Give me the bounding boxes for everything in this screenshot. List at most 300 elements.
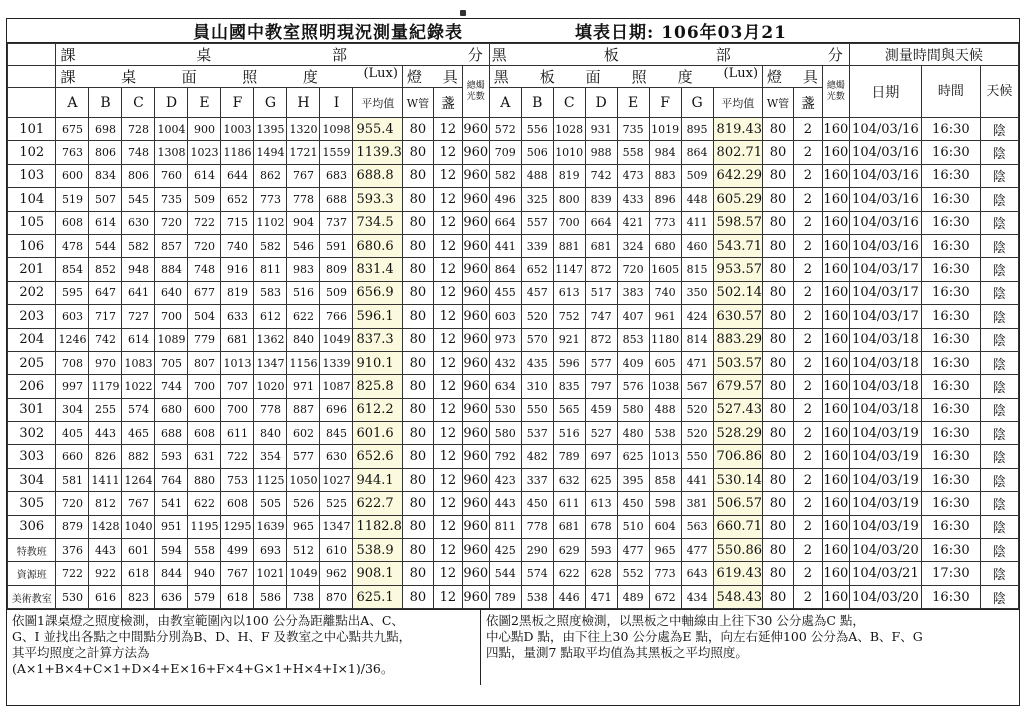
desk-lux-cell: 748 bbox=[122, 141, 155, 164]
desk-count-cell: 12 bbox=[433, 188, 462, 211]
desk-lux-cell: 1089 bbox=[155, 328, 188, 351]
desk-lux-cell: 1186 bbox=[221, 141, 254, 164]
date-cell: 104/03/18 bbox=[849, 351, 921, 374]
board-count-cell: 2 bbox=[793, 234, 822, 257]
board-avg-cell: 619.43 bbox=[713, 562, 763, 585]
desk-lux-cell: 870 bbox=[320, 585, 353, 608]
desk-lux-cell: 577 bbox=[287, 445, 320, 468]
room-cell: 305 bbox=[8, 492, 56, 515]
time-cell: 16:30 bbox=[922, 398, 981, 421]
board-lux-cell: 603 bbox=[489, 305, 521, 328]
table-row bbox=[8, 539, 1019, 562]
board-count-cell: 2 bbox=[793, 375, 822, 398]
desk-lux-cell: 983 bbox=[287, 258, 320, 281]
desk-count-cell: 12 bbox=[433, 585, 462, 608]
date-cell: 104/03/16 bbox=[849, 188, 921, 211]
time-header: 時間 bbox=[922, 66, 981, 118]
desk-avg-cell: 652.6 bbox=[353, 445, 403, 468]
board-surface-header: 黑 板 面 照 度 (Lux) bbox=[489, 66, 762, 88]
desk-lux-cell: 509 bbox=[320, 281, 353, 304]
board-lux-cell: 858 bbox=[649, 468, 681, 491]
board-avg-cell: 528.29 bbox=[713, 422, 763, 445]
desk-watt-cell: 80 bbox=[402, 281, 433, 304]
board-lux-cell: 557 bbox=[521, 211, 553, 234]
board-avg-cell: 550.86 bbox=[713, 539, 763, 562]
weather-cell: 陰 bbox=[980, 539, 1018, 562]
desk-lux-cell: 688 bbox=[155, 422, 188, 445]
desk-lux-cell: 948 bbox=[122, 258, 155, 281]
board-avg-cell: 679.57 bbox=[713, 375, 763, 398]
desk-lux-cell: 636 bbox=[155, 585, 188, 608]
desk-total-cell: 960 bbox=[462, 281, 489, 304]
desk-lux-cell: 845 bbox=[320, 422, 353, 445]
board-lux-cell: 556 bbox=[521, 118, 553, 141]
desk-avg-cell: 680.6 bbox=[353, 234, 403, 257]
table-row bbox=[8, 258, 1019, 281]
board-lux-cell: 598 bbox=[649, 492, 681, 515]
table-row bbox=[8, 585, 1019, 608]
board-count-cell: 2 bbox=[793, 445, 822, 468]
board-count-cell: 2 bbox=[793, 539, 822, 562]
desk-lux-cell: 1125 bbox=[254, 468, 287, 491]
board-watt-cell: 80 bbox=[763, 585, 794, 608]
room-cell: 資源班 bbox=[8, 562, 56, 585]
desk-lux-cell: 857 bbox=[155, 234, 188, 257]
board-count-cell: 2 bbox=[793, 562, 822, 585]
time-cell: 16:30 bbox=[922, 351, 981, 374]
board-total-cell: 160 bbox=[822, 281, 849, 304]
title-row bbox=[7, 19, 1019, 43]
desk-lux-cell: 1411 bbox=[89, 468, 122, 491]
desk-watt-cell: 80 bbox=[402, 539, 433, 562]
table-row bbox=[8, 141, 1019, 164]
desk-lux-cell: 1362 bbox=[254, 328, 287, 351]
table-row bbox=[8, 118, 1019, 141]
desk-count-cell: 12 bbox=[433, 562, 462, 585]
board-lux-cell: 632 bbox=[553, 468, 585, 491]
board-lux-cell: 473 bbox=[617, 164, 649, 187]
desk-lux-cell: 965 bbox=[287, 515, 320, 538]
weather-cell: 陰 bbox=[980, 211, 1018, 234]
board-lux-cell: 423 bbox=[489, 468, 521, 491]
board-lux-cell: 580 bbox=[489, 422, 521, 445]
board-avg-cell: 630.57 bbox=[713, 305, 763, 328]
board-lux-cell: 835 bbox=[553, 375, 585, 398]
desk-avg-cell: 538.9 bbox=[353, 539, 403, 562]
desk-total-cell: 960 bbox=[462, 492, 489, 515]
desk-watt-cell: 80 bbox=[402, 188, 433, 211]
board-count-cell: 2 bbox=[793, 118, 822, 141]
board-total-cell: 160 bbox=[822, 398, 849, 421]
weather-cell: 陰 bbox=[980, 375, 1018, 398]
time-cell: 16:30 bbox=[922, 492, 981, 515]
desk-lux-cell: 1320 bbox=[287, 118, 320, 141]
desk-lux-cell: 1308 bbox=[155, 141, 188, 164]
corner-cell-2 bbox=[8, 66, 56, 88]
desk-lux-cell: 304 bbox=[56, 398, 89, 421]
desk-lux-cell: 683 bbox=[320, 164, 353, 187]
page-title: 員山國中教室照明現況測量紀錄表 bbox=[193, 23, 463, 43]
desk-lux-cell: 574 bbox=[122, 398, 155, 421]
desk-lux-cell: 1295 bbox=[221, 515, 254, 538]
board-lux-cell: 580 bbox=[617, 398, 649, 421]
board-lux-cell: 628 bbox=[585, 562, 617, 585]
desk-lux-cell: 962 bbox=[320, 562, 353, 585]
board-lux-cell: 680 bbox=[649, 234, 681, 257]
room-cell: 特教班 bbox=[8, 539, 56, 562]
desk-lux-cell: 660 bbox=[56, 445, 89, 468]
board-lux-cell: 433 bbox=[617, 188, 649, 211]
board-watt-cell: 80 bbox=[763, 164, 794, 187]
board-lux-cell: 747 bbox=[585, 305, 617, 328]
table-row bbox=[8, 468, 1019, 491]
board-lux-cell: 792 bbox=[489, 445, 521, 468]
desk-lux-cell: 616 bbox=[89, 585, 122, 608]
desk-watt-cell: 80 bbox=[402, 351, 433, 374]
desk-watt-cell: 80 bbox=[402, 305, 433, 328]
desk-total-cell: 960 bbox=[462, 141, 489, 164]
board-lux-cell: 441 bbox=[489, 234, 521, 257]
board-lux-cell: 931 bbox=[585, 118, 617, 141]
board-point-e: E bbox=[617, 88, 649, 118]
table-row bbox=[8, 492, 1019, 515]
time-cell: 16:30 bbox=[922, 585, 981, 608]
board-lux-cell: 550 bbox=[681, 445, 713, 468]
board-lux-cell: 563 bbox=[681, 515, 713, 538]
board-avg-cell: 548.43 bbox=[713, 585, 763, 608]
desk-count-cell: 12 bbox=[433, 258, 462, 281]
desk-lux-cell: 854 bbox=[56, 258, 89, 281]
board-lux-cell: 984 bbox=[649, 141, 681, 164]
board-watt-cell: 80 bbox=[763, 258, 794, 281]
desk-point-a: A bbox=[56, 88, 89, 118]
table-row bbox=[8, 188, 1019, 211]
date-cell: 104/03/19 bbox=[849, 422, 921, 445]
table-body bbox=[8, 118, 1019, 609]
date-cell: 104/03/19 bbox=[849, 468, 921, 491]
desk-lux-cell: 1003 bbox=[221, 118, 254, 141]
board-lux-cell: 864 bbox=[681, 141, 713, 164]
desk-lux-cell: 603 bbox=[56, 305, 89, 328]
date-cell: 104/03/16 bbox=[849, 211, 921, 234]
desk-lux-cell: 1347 bbox=[320, 515, 353, 538]
board-lux-cell: 629 bbox=[553, 539, 585, 562]
desk-lux-cell: 608 bbox=[56, 211, 89, 234]
board-total-cell: 160 bbox=[822, 305, 849, 328]
desk-lux-cell: 764 bbox=[155, 468, 188, 491]
desk-lux-cell: 525 bbox=[320, 492, 353, 515]
weather-cell: 陰 bbox=[980, 234, 1018, 257]
desk-lux-cell: 631 bbox=[188, 445, 221, 468]
board-total-cell: 160 bbox=[822, 351, 849, 374]
board-lux-cell: 896 bbox=[649, 188, 681, 211]
board-lux-cell: 700 bbox=[553, 211, 585, 234]
time-cell: 16:30 bbox=[922, 468, 981, 491]
desk-lux-cell: 773 bbox=[254, 188, 287, 211]
board-count-cell: 2 bbox=[793, 398, 822, 421]
desk-count-cell: 12 bbox=[433, 468, 462, 491]
desk-lux-cell: 1023 bbox=[188, 141, 221, 164]
desk-lux-cell: 715 bbox=[221, 211, 254, 234]
board-total-cell: 160 bbox=[822, 445, 849, 468]
desk-count-cell: 12 bbox=[433, 515, 462, 538]
desk-lux-cell: 1721 bbox=[287, 141, 320, 164]
desk-lux-cell: 693 bbox=[254, 539, 287, 562]
board-lux-cell: 409 bbox=[617, 351, 649, 374]
board-total-cell: 160 bbox=[822, 211, 849, 234]
desk-lux-cell: 465 bbox=[122, 422, 155, 445]
desk-lux-cell: 904 bbox=[287, 211, 320, 234]
desk-total-cell: 960 bbox=[462, 258, 489, 281]
board-total-cell: 160 bbox=[822, 328, 849, 351]
board-lux-cell: 582 bbox=[489, 164, 521, 187]
desk-lux-cell: 700 bbox=[155, 305, 188, 328]
desk-lux-cell: 922 bbox=[89, 562, 122, 585]
desk-watt-cell: 80 bbox=[402, 585, 433, 608]
desk-total-cell: 960 bbox=[462, 422, 489, 445]
desk-avg-cell: 596.1 bbox=[353, 305, 403, 328]
table-row bbox=[8, 375, 1019, 398]
desk-lux-cell: 727 bbox=[122, 305, 155, 328]
table-row bbox=[8, 211, 1019, 234]
board-count-cell: 2 bbox=[793, 305, 822, 328]
desk-count-cell: 12 bbox=[433, 281, 462, 304]
room-cell: 105 bbox=[8, 211, 56, 234]
board-lux-cell: 488 bbox=[521, 164, 553, 187]
board-count-cell: 2 bbox=[793, 492, 822, 515]
time-cell: 16:30 bbox=[922, 211, 981, 234]
board-watt-cell: 80 bbox=[763, 375, 794, 398]
room-cell: 203 bbox=[8, 305, 56, 328]
board-point-f: F bbox=[649, 88, 681, 118]
board-watt-cell: 80 bbox=[763, 305, 794, 328]
desk-lux-cell: 507 bbox=[89, 188, 122, 211]
board-lux-cell: 435 bbox=[521, 351, 553, 374]
time-cell: 16:30 bbox=[922, 164, 981, 187]
board-lux-cell: 496 bbox=[489, 188, 521, 211]
board-watt-cell: 80 bbox=[763, 188, 794, 211]
desk-surface-header: 課 桌 面 照 度 (Lux) bbox=[56, 66, 403, 88]
board-lux-cell: 625 bbox=[617, 445, 649, 468]
desk-lux-cell: 737 bbox=[320, 211, 353, 234]
board-lux-cell: 576 bbox=[617, 375, 649, 398]
desk-lux-cell: 526 bbox=[287, 492, 320, 515]
board-lux-cell: 742 bbox=[585, 164, 617, 187]
weather-cell: 陰 bbox=[980, 281, 1018, 304]
desk-lux-cell: 819 bbox=[221, 281, 254, 304]
board-lux-cell: 709 bbox=[489, 141, 521, 164]
desk-lux-cell: 880 bbox=[188, 468, 221, 491]
desk-lux-cell: 705 bbox=[155, 351, 188, 374]
desk-lux-cell: 840 bbox=[254, 422, 287, 445]
board-lux-cell: 604 bbox=[649, 515, 681, 538]
board-lux-cell: 441 bbox=[681, 468, 713, 491]
board-count-cell: 2 bbox=[793, 188, 822, 211]
time-cell: 17:30 bbox=[922, 562, 981, 585]
desk-lux-cell: 530 bbox=[56, 585, 89, 608]
board-lux-cell: 520 bbox=[681, 398, 713, 421]
desk-lamp-header: 燈 具 bbox=[402, 66, 462, 88]
desk-total-cell: 960 bbox=[462, 539, 489, 562]
weather-cell: 陰 bbox=[980, 562, 1018, 585]
desk-lux-cell: 255 bbox=[89, 398, 122, 421]
desk-avg-cell: 625.1 bbox=[353, 585, 403, 608]
desk-lux-cell: 630 bbox=[122, 211, 155, 234]
board-avg-cell: 706.86 bbox=[713, 445, 763, 468]
board-lux-cell: 921 bbox=[553, 328, 585, 351]
desk-lux-cell: 1494 bbox=[254, 141, 287, 164]
desk-lux-cell: 1083 bbox=[122, 351, 155, 374]
desk-lux-cell: 840 bbox=[287, 328, 320, 351]
desk-lux-cell: 823 bbox=[122, 585, 155, 608]
board-total-cell: 160 bbox=[822, 258, 849, 281]
desk-lux-cell: 630 bbox=[320, 445, 353, 468]
board-total-cell: 160 bbox=[822, 562, 849, 585]
board-lux-cell: 488 bbox=[649, 398, 681, 421]
desk-lux-cell: 499 bbox=[221, 539, 254, 562]
board-lux-cell: 613 bbox=[553, 281, 585, 304]
board-count-cell: 2 bbox=[793, 164, 822, 187]
board-count-cell: 2 bbox=[793, 422, 822, 445]
notes-section bbox=[7, 609, 1019, 685]
desk-lux-cell: 622 bbox=[188, 492, 221, 515]
table-row bbox=[8, 234, 1019, 257]
desk-avg-cell: 825.8 bbox=[353, 375, 403, 398]
desk-lux-cell: 806 bbox=[89, 141, 122, 164]
desk-lux-cell: 1102 bbox=[254, 211, 287, 234]
desk-count-cell: 12 bbox=[433, 141, 462, 164]
desk-watt-cell: 80 bbox=[402, 468, 433, 491]
board-watt-cell: 80 bbox=[763, 539, 794, 562]
date-cell: 104/03/17 bbox=[849, 258, 921, 281]
weather-cell: 陰 bbox=[980, 141, 1018, 164]
board-lux-cell: 664 bbox=[585, 211, 617, 234]
board-lux-cell: 457 bbox=[521, 281, 553, 304]
desk-avg-cell: 593.3 bbox=[353, 188, 403, 211]
board-lux-cell: 552 bbox=[617, 562, 649, 585]
board-watt-cell: 80 bbox=[763, 422, 794, 445]
board-avg-cell: 819.43 bbox=[713, 118, 763, 141]
desk-count-cell: 12 bbox=[433, 398, 462, 421]
desk-point-d: D bbox=[155, 88, 188, 118]
board-lux-cell: 881 bbox=[553, 234, 585, 257]
desk-lux-cell: 753 bbox=[221, 468, 254, 491]
room-cell: 204 bbox=[8, 328, 56, 351]
desk-watt-cell: 80 bbox=[402, 492, 433, 515]
board-lux-cell: 625 bbox=[585, 468, 617, 491]
room-cell: 201 bbox=[8, 258, 56, 281]
board-avg-cell: 802.71 bbox=[713, 141, 763, 164]
date-cell: 104/03/20 bbox=[849, 539, 921, 562]
date-cell: 104/03/19 bbox=[849, 515, 921, 538]
board-count-cell: 2 bbox=[793, 351, 822, 374]
board-lux-cell: 448 bbox=[681, 188, 713, 211]
desk-lux-cell: 618 bbox=[221, 585, 254, 608]
desk-lux-cell: 608 bbox=[221, 492, 254, 515]
board-watt-cell: 80 bbox=[763, 141, 794, 164]
table-row bbox=[8, 422, 1019, 445]
board-lux-cell: 872 bbox=[585, 328, 617, 351]
desk-lux-cell: 640 bbox=[155, 281, 188, 304]
board-count-cell: 2 bbox=[793, 585, 822, 608]
desk-lux-cell: 807 bbox=[188, 351, 221, 374]
desk-count-header: 盞 bbox=[433, 88, 462, 118]
time-cell: 16:30 bbox=[922, 234, 981, 257]
board-watt-cell: 80 bbox=[763, 328, 794, 351]
desk-lux-cell: 582 bbox=[254, 234, 287, 257]
desk-lux-cell: 1339 bbox=[320, 351, 353, 374]
measurement-table bbox=[7, 43, 1019, 609]
board-method-note: 依圖2黑板之照度檢測，以黑板之中軸線由上往下30 公分處為C 點， 中心點D 點，由下往上30 公分處為E 點，向左右延伸100 公分為A、B、F、G 四點，量測7 點取平均值為其黑板之平均照度。 bbox=[486, 613, 923, 661]
board-watt-cell: 80 bbox=[763, 562, 794, 585]
desk-watt-cell: 80 bbox=[402, 398, 433, 421]
board-lux-cell: 634 bbox=[489, 375, 521, 398]
desk-lux-cell: 509 bbox=[188, 188, 221, 211]
desk-lux-cell: 728 bbox=[122, 118, 155, 141]
desk-lux-cell: 608 bbox=[188, 422, 221, 445]
desk-count-cell: 12 bbox=[433, 351, 462, 374]
board-total-cell: 160 bbox=[822, 141, 849, 164]
desk-lux-cell: 767 bbox=[122, 492, 155, 515]
board-lux-cell: 460 bbox=[681, 234, 713, 257]
time-cell: 16:30 bbox=[922, 281, 981, 304]
weather-cell: 陰 bbox=[980, 258, 1018, 281]
desk-lux-cell: 1156 bbox=[287, 351, 320, 374]
board-lux-cell: 605 bbox=[649, 351, 681, 374]
desk-lux-cell: 778 bbox=[254, 398, 287, 421]
board-lux-cell: 864 bbox=[489, 258, 521, 281]
desk-lux-cell: 879 bbox=[56, 515, 89, 538]
board-watt-cell: 80 bbox=[763, 211, 794, 234]
board-lux-cell: 443 bbox=[489, 492, 521, 515]
desk-point-g: G bbox=[254, 88, 287, 118]
desk-lux-cell: 1246 bbox=[56, 328, 89, 351]
desk-lux-cell: 516 bbox=[287, 281, 320, 304]
time-cell: 16:30 bbox=[922, 422, 981, 445]
desk-lux-cell: 354 bbox=[254, 445, 287, 468]
desk-lux-cell: 1040 bbox=[122, 515, 155, 538]
board-lux-cell: 1605 bbox=[649, 258, 681, 281]
board-lux-cell: 622 bbox=[553, 562, 585, 585]
desk-lux-cell: 742 bbox=[89, 328, 122, 351]
board-lux-cell: 407 bbox=[617, 305, 649, 328]
desk-count-cell: 12 bbox=[433, 445, 462, 468]
desk-lux-cell: 720 bbox=[155, 211, 188, 234]
weather-cell: 陰 bbox=[980, 515, 1018, 538]
board-lux-cell: 740 bbox=[649, 281, 681, 304]
board-avg-cell: 506.57 bbox=[713, 492, 763, 515]
board-avg-cell: 530.14 bbox=[713, 468, 763, 491]
board-total-cell: 160 bbox=[822, 234, 849, 257]
board-avg-cell: 660.71 bbox=[713, 515, 763, 538]
weather-cell: 陰 bbox=[980, 305, 1018, 328]
desk-lux-cell: 811 bbox=[254, 258, 287, 281]
desk-lux-cell: 852 bbox=[89, 258, 122, 281]
board-point-a: A bbox=[489, 88, 521, 118]
desk-method-note: 依圖1課桌燈之照度檢測，由教室範圍內以100 公分為距離點出A、C、 G、I 並找出各點之中間點分別為B、D、H、F 及教室之中心點共九點， 其平均照度之計算方法為 (A×1+B×4+C×1+D×4+E×16+F×4+G×1+H×4+I×1)/36。 bbox=[7, 610, 481, 685]
desk-avg-cell: 908.1 bbox=[353, 562, 403, 585]
desk-lux-cell: 586 bbox=[254, 585, 287, 608]
board-lux-cell: 509 bbox=[681, 164, 713, 187]
room-cell: 106 bbox=[8, 234, 56, 257]
board-avg-cell: 605.29 bbox=[713, 188, 763, 211]
desk-total-cell: 960 bbox=[462, 375, 489, 398]
weather-header: 天候 bbox=[980, 66, 1018, 118]
board-point-c: C bbox=[553, 88, 585, 118]
date-cell: 104/03/18 bbox=[849, 398, 921, 421]
board-lux-cell: 325 bbox=[521, 188, 553, 211]
board-lux-cell: 815 bbox=[681, 258, 713, 281]
